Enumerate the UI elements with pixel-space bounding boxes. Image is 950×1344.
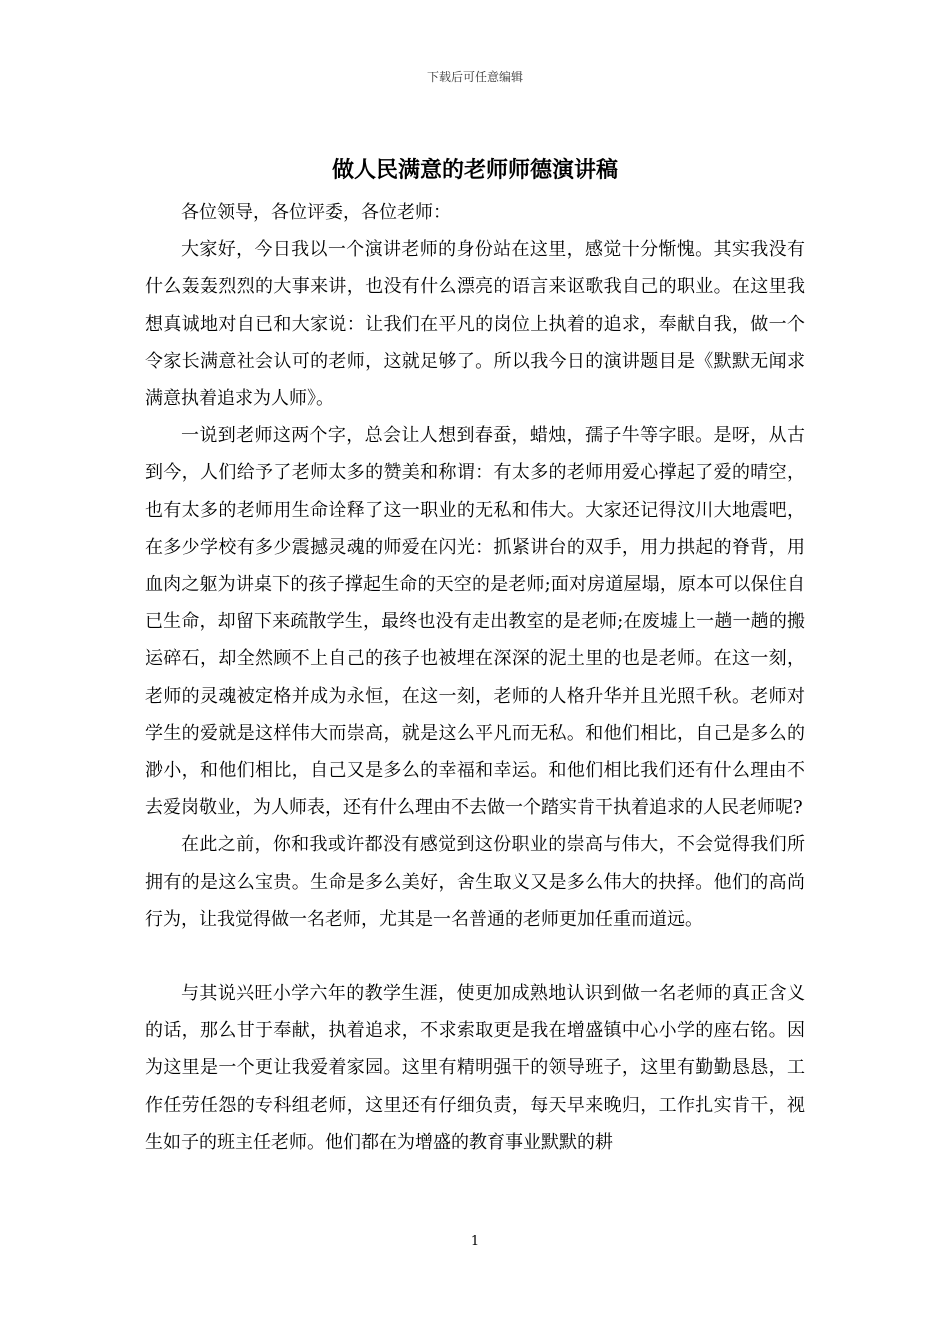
page-header: 下载后可任意编辑 xyxy=(426,70,523,84)
body-paragraph: 一说到老师这两个字，总会让人想到春蚕，蜡烛，孺子牛等字眼。是呀，从古到今，人们给予了老师太多的赞美和称谓：有太多的老师用爱心撑起了爱的晴空，也有太多的老师用生命诠释了这一职业的无私和伟大。大家还记得汶川大地震吧，在多少学校有多少震撼灵魂的师爱在闪光：抓紧讲台的双手，用力拱起的脊背，用血肉之躯为讲桌下的孩子撑起生命的天空的是老师;面对房道屋塌，原本可以保住自已生命，却留下来疏散学生，最终也没有走出教室的是老师;在废墟上一趟一趟的搬运碎石，却全然顾不上自己的孩子也被埋在深深的泥土里的也是老师。在这一刻，老师的灵魂被定格并成为永恒，在这一刻，老师的人格升华并且光照千秋。老师对学生的爱就是这样伟大而崇高，就是这么平凡而无私。和他们相比，自己是多么的渺小，和他们相比，自己又是多么的幸福和幸运。和他们相比我们还有什么理由不去爱岗敬业，为人师表，还有什么理由不去做一个踏实肯干执着追求的人民老师呢? xyxy=(145,425,805,819)
body-paragraph: 与其说兴旺小学六年的教学生涯，使更加成熟地认识到做一名老师的真正含义的话，那么甘于奉献，执着追求，不求索取更是我在增盛镇中心小学的座右铭。因为这里是一个更让我爱着家园。这里有精明强干的领导班子，这里有勤勤恳恳，工作任劳任怨的专科组老师，这里还有仔细负责，每天早来晚归，工作扎实肯干，视生如子的班主任老师。他们都在为增盛的教育事业默默的耕 xyxy=(145,983,805,1153)
body-paragraph: 在此之前，你和我或许都没有感觉到这份职业的崇高与伟大，不会觉得我们所拥有的是这么宝贵。生命是多么美好，舍生取义又是多么伟大的抉择。他们的高尚行为，让我觉得做一名老师，尤其是一名普通的老师更加任重而道远。 xyxy=(145,834,805,930)
document-title: 做人民满意的老师师德演讲稿 xyxy=(331,157,618,183)
document-body xyxy=(145,194,805,1161)
body-paragraph: 大家好，今日我以一个演讲老师的身份站在这里，感觉十分惭愧。其实我没有什么轰轰烈烈的大事来讲，也没有什么漂亮的语言来讴歌我自己的职业。在这里我想真诚地对自已和大家说：让我们在平凡的岗位上执着的追求，奉献自我，做一个令家长满意社会认可的老师，这就足够了。所以我今日的演讲题目是《默默无闻求满意执着追求为人师》。 xyxy=(145,239,805,410)
salutation-paragraph: 各位领导，各位评委，各位老师： xyxy=(181,202,451,223)
page-number: 1 xyxy=(470,1234,480,1249)
